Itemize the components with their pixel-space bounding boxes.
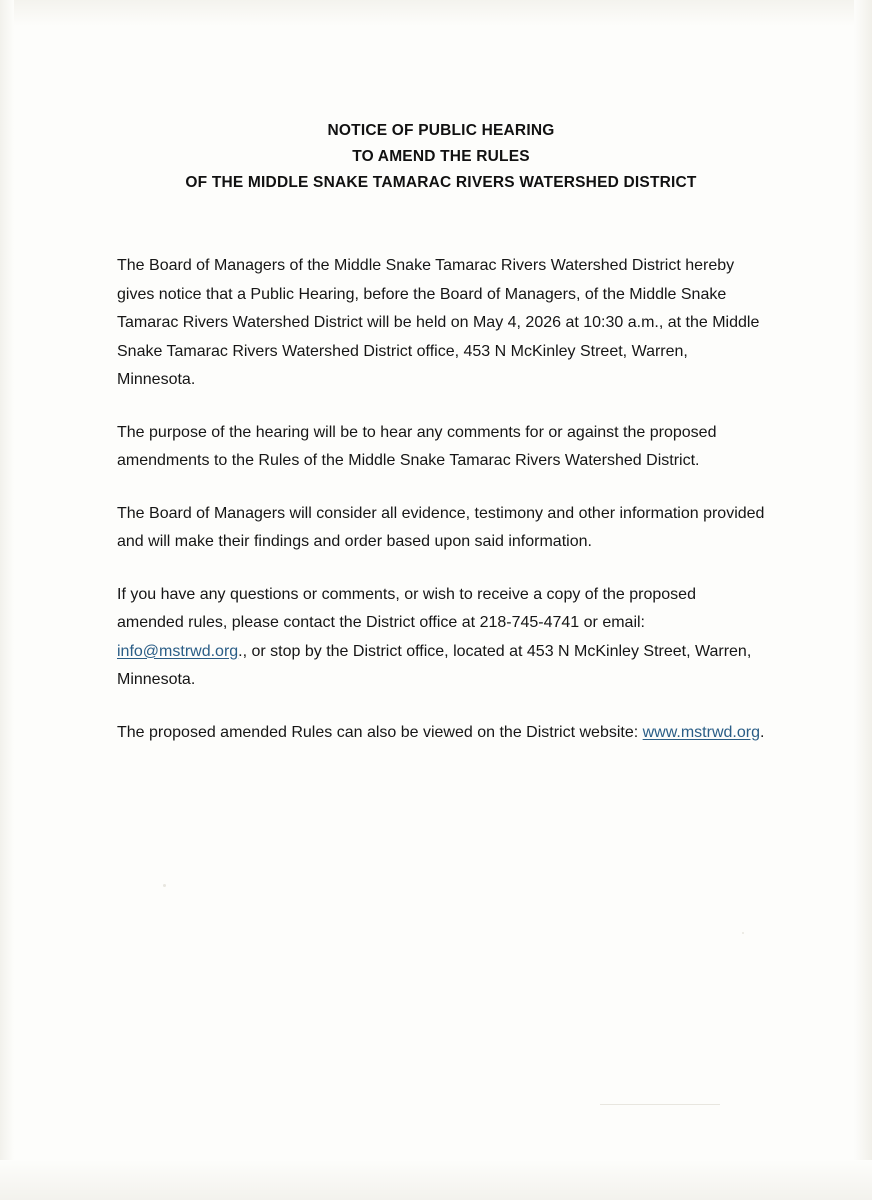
paragraph-purpose: The purpose of the hearing will be to hear any comments for or against the proposed amendments to the Rules of the Middle Snake Tamarac Rivers Watershed District. [117, 423, 717, 469]
paragraph-evidence: The Board of Managers will consider all evidence, testimony and other information provided and will make their findings and order based upon said information. [117, 504, 765, 550]
scan-edge-top [0, 0, 872, 26]
document-heading [117, 118, 765, 196]
scan-speck [742, 932, 744, 934]
email-link[interactable]: info@mstrwd.org [117, 642, 239, 660]
scan-edge-right [854, 0, 872, 1200]
document-content [117, 118, 765, 747]
paragraph-contact [117, 581, 765, 695]
paragraph-notice: The Board of Managers of the Middle Snake Tamarac Rivers Watershed District hereby gives notice that a Public Hearing, before the Board of Managers, of the Middle Snake Tamarac Rivers Watershed District will be held on May 4, 2026 at 10:30 a.m., at the Middle Snake Tamarac Rivers Watershed District office, 453 N McKinley Street, Warren, Minnesota. [117, 257, 760, 388]
heading-line-2: TO AMEND THE RULES [352, 148, 530, 165]
website-link[interactable]: www.mstrwd.org [642, 723, 760, 741]
scan-speck [163, 884, 166, 887]
document-body [117, 252, 765, 747]
heading-line-1: NOTICE OF PUBLIC HEARING [327, 122, 555, 139]
paragraph-website-text-before: The proposed amended Rules can also be viewed on the District website: [117, 723, 643, 741]
paragraph-website-text-after: . [759, 723, 765, 741]
paragraph-contact-text-before: If you have any questions or comments, or wish to receive a copy of the proposed amended rules, please contact the District office at 218-745-4741 or email: [117, 585, 696, 631]
scan-edge-bottom [0, 1160, 872, 1200]
scan-speck [600, 1104, 720, 1105]
paragraph-contact-text-after: ., or stop by the District office, located at 453 N McKinley Street, Warren, Minnesota. [117, 642, 752, 688]
scan-edge-left [0, 0, 14, 1200]
paragraph-website [117, 719, 765, 748]
heading-line-3: OF THE MIDDLE SNAKE TAMARAC RIVERS WATERSHED DISTRICT [185, 174, 697, 191]
